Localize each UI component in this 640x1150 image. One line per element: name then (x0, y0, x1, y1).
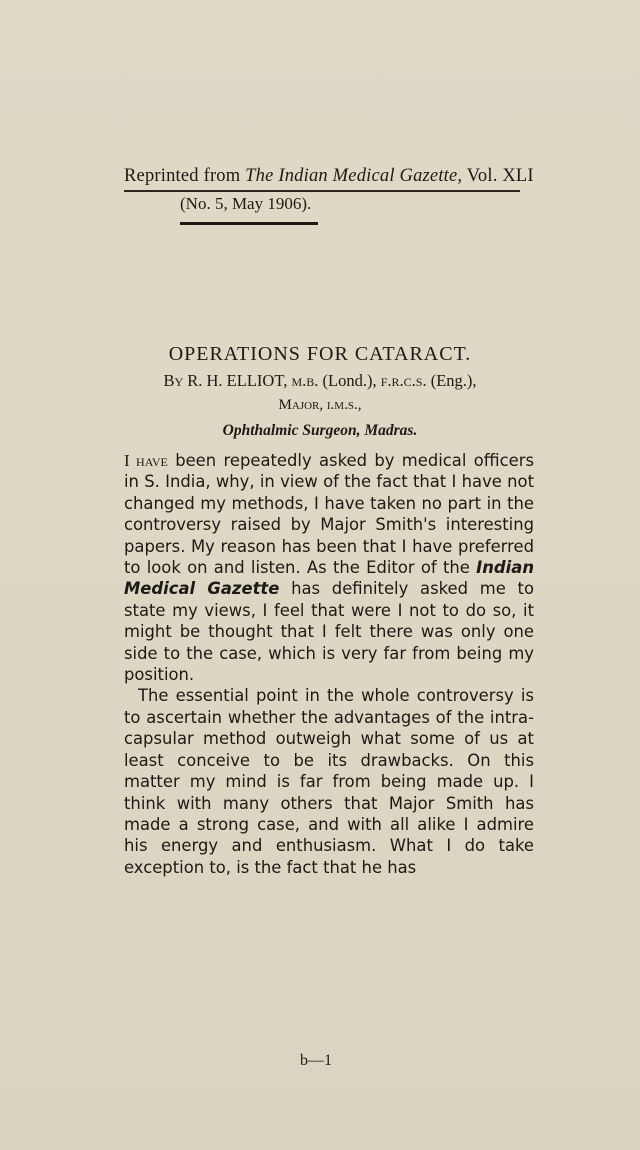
paragraph-1-text-b: has definitely asked me to state my views, I feel that were I not to do so, it might be thought that I felt there was only one side to the case, which is very far from being my position. (124, 579, 534, 685)
reprint-prefix: Reprinted from (124, 166, 246, 186)
issue-line: (No. 5, May 1906). (180, 194, 312, 213)
paragraph-lead: I have (124, 451, 168, 470)
article-title: OPERATIONS FOR CATARACT. (168, 343, 472, 365)
reprint-rule (124, 190, 520, 192)
author-degree-1-detail: (Lond.), (322, 371, 377, 390)
article-body (124, 450, 534, 878)
reprint-notice (124, 166, 534, 187)
author-name: R. H. ELLIOT, (187, 371, 288, 390)
author-degree-1: m.b. (291, 371, 319, 390)
author-rank: Major, i.m.s., (278, 397, 362, 413)
author-degree-2-detail: (Eng.), (430, 371, 477, 390)
journal-name: The Indian Medical Gazette, (245, 166, 463, 186)
byline-by: By (163, 371, 184, 390)
issue-rule (180, 222, 318, 225)
paragraph-1-text-a: been repeatedly asked by medical officers in S. India, why, in view of the fact that I have not changed my methods, I have taken no part in the controversy raised by Major Smith's interesting papers. My reason has been that I have preferred to look on and listen. As the Editor of the (124, 451, 534, 578)
byline (0, 371, 640, 391)
author-degree-2: f.r.c.s. (380, 371, 427, 390)
journal-volume: Vol. XLI (462, 166, 534, 186)
paragraph-1-journal: Indian Medical Gazette (124, 558, 534, 599)
author-role: Ophthalmic Surgeon, Madras. (222, 422, 418, 439)
paragraph-1 (124, 450, 534, 685)
paragraph-2: The essential point in the whole controversy is to ascertain whether the advantages of the intra-capsular method outweigh what some of us at least conceive to be its drawbacks. On this matter my mind is far from being made up. I think with many others that Major Smith has made a strong case, and with all alike I admire his energy and enthusiasm. What I do take exception to, is the fact that he has (124, 686, 534, 877)
signature-mark: b—1 (300, 1052, 332, 1069)
